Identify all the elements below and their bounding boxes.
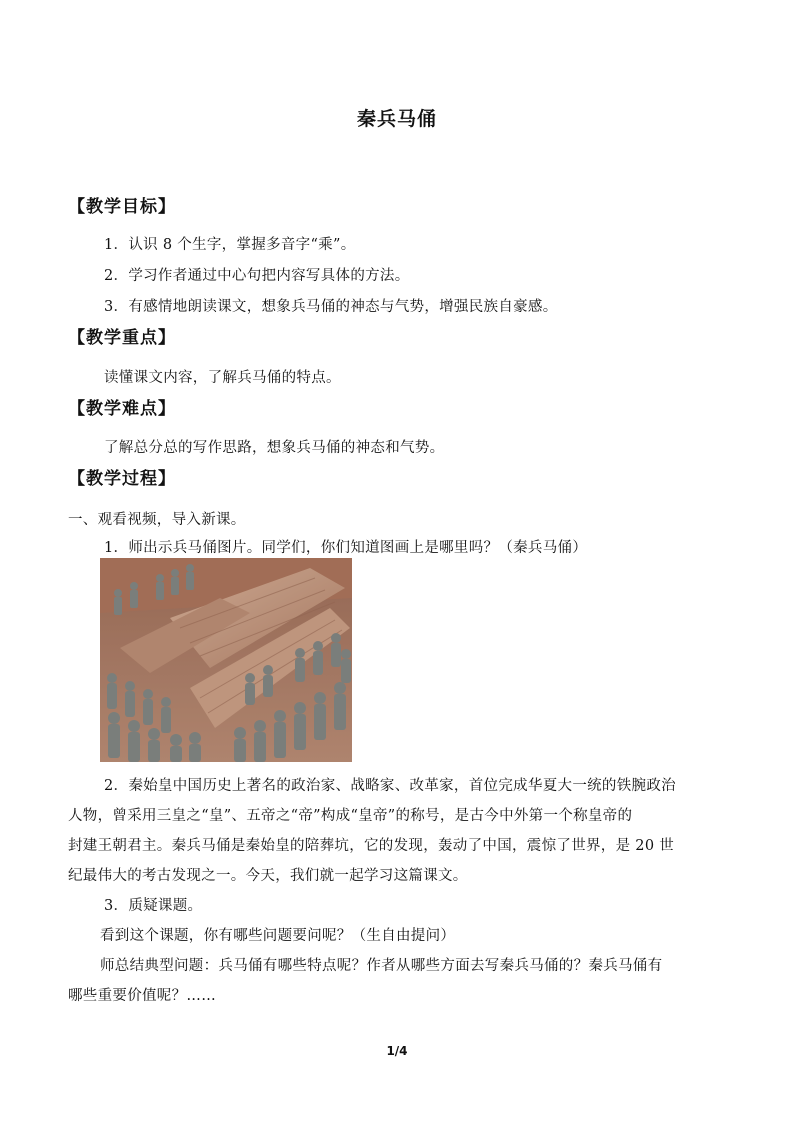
process-item-2-line-1: 2．秦始皇中国历史上著名的政治家、战略家、改革家，首位完成华夏大一统的铁腕政治 [104,778,676,794]
process-item-2-line-3: 封建王朝君主。秦兵马俑是秦始皇的陪葬坑，它的发现，轰动了中国，震惊了世界，是 20 世 [68,838,675,854]
process-summary-line-1: 师总结典型问题：兵马俑有哪些特点呢？作者从哪些方面去写秦兵马俑的？秦兵马俑有 [100,958,663,974]
goal-item-2: 2．学习作者通过中心句把内容写具体的方法。 [104,268,410,284]
goals-heading: 【教学目标】 [68,197,176,217]
process-heading: 【教学过程】 [68,469,176,489]
page-number: 1/4 [386,1044,408,1058]
goal-item-1: 1．认识 8 个生字，掌握多音字“乘”。 [104,237,356,253]
goal-item-3: 3．有感情地朗读课文，想象兵马俑的神态与气势，增强民族自豪感。 [104,299,558,315]
page-title: 秦兵马俑 [356,108,437,130]
process-item-3: 3．质疑课题。 [104,898,203,914]
terracotta-army-photo [100,558,352,762]
difficulties-heading: 【教学难点】 [68,399,176,419]
key-points-heading: 【教学重点】 [68,328,176,348]
key-points-text: 读懂课文内容，了解兵马俑的特点。 [104,370,341,386]
process-item-2-line-4: 纪最伟大的考古发现之一。今天，我们就一起学习这篇课文。 [68,868,468,884]
process-summary-line-2: 哪些重要价值呢？…… [68,988,216,1004]
process-item-2-line-2: 人物，曾采用三皇之“皇”、五帝之“帝”构成“皇帝”的称号，是古今中外第一个称皇帝的 [68,808,633,824]
process-question: 看到这个课题，你有哪些问题要问呢？（生自由提问） [100,928,456,944]
difficulties-text: 了解总分总的写作思路，想象兵马俑的神态和气势。 [104,440,445,456]
process-step-1: 一、观看视频，导入新课。 [68,512,246,528]
process-item-1: 1．师出示兵马俑图片。同学们，你们知道图画上是哪里吗？（秦兵马俑） [104,540,588,556]
